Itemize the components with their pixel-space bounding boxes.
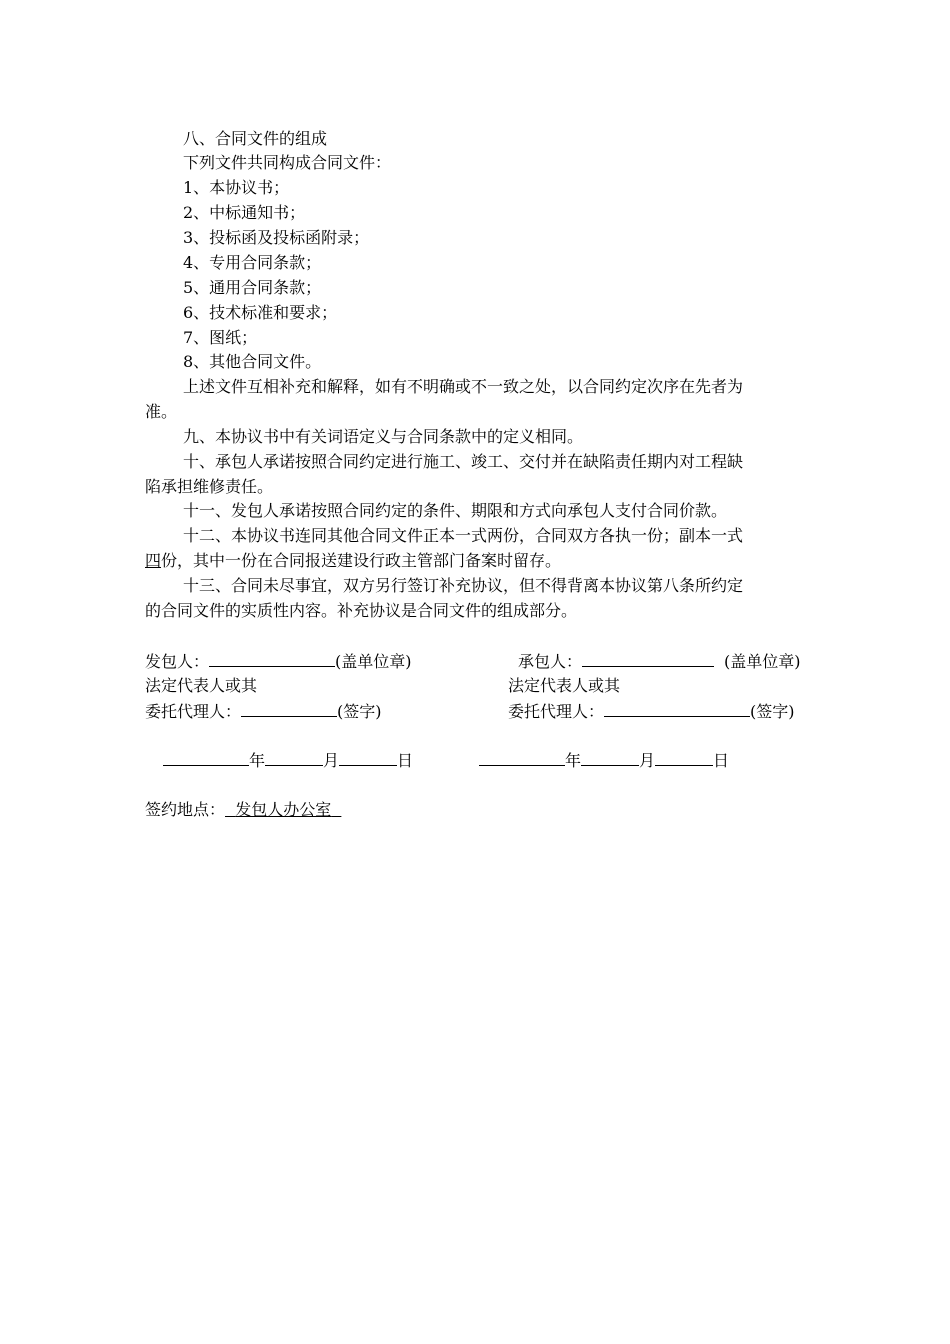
agent-label: 委托代理人： (145, 702, 242, 721)
sign-note: (签字) (337, 702, 382, 721)
month-label: 月 (639, 751, 656, 770)
section11: 十一、发包人承诺按照合同约定的条件、期限和方式向承包人支付合同价款。 (183, 501, 728, 520)
day-blank[interactable] (339, 748, 397, 766)
section8-note: 上述文件互相补充和解释，如有不明确或不一致之处，以合同约定次序在先者为 (183, 377, 744, 396)
month-label: 月 (323, 751, 340, 770)
day-label: 日 (713, 751, 730, 770)
list-item: 6、技术标准和要求； (183, 303, 338, 322)
section9: 九、本协议书中有关词语定义与合同条款中的定义相同。 (183, 427, 584, 446)
employer-agent (145, 699, 382, 723)
contractor-name-blank[interactable] (582, 649, 714, 667)
employer-date (163, 748, 413, 772)
list-item: 2、中标通知书； (183, 203, 306, 222)
copies-count: 四 (145, 551, 162, 570)
list-item: 5、通用合同条款； (183, 278, 322, 297)
section13-cont: 的合同文件的实质性内容。补充协议是合同文件的组成部分。 (145, 601, 578, 620)
section8-heading: 八、合同文件的组成 (183, 129, 328, 148)
list-item: 3、投标函及投标函附录； (183, 228, 370, 247)
list-item: 4、专用合同条款； (183, 253, 322, 272)
contractor-date (479, 748, 729, 772)
day-blank[interactable] (655, 748, 713, 766)
list-item: 8、其他合同文件。 (183, 352, 322, 371)
employer-legal-rep: 法定代表人或其 (145, 676, 258, 695)
year-label: 年 (249, 751, 266, 770)
signing-place-label: 签约地点： (145, 800, 226, 819)
contractor-agent (508, 699, 795, 723)
signing-place (145, 798, 341, 822)
section8-note-cont: 准。 (145, 402, 178, 421)
list-item: 7、图纸； (183, 328, 258, 347)
employer-name-blank[interactable] (209, 649, 335, 667)
contractor-signature (518, 649, 801, 673)
section12-cont (145, 549, 561, 573)
contractor-seal: (盖单位章) (724, 652, 801, 671)
signing-place-value: 发包人办公室 (235, 800, 332, 819)
year-blank[interactable] (163, 748, 249, 766)
year-label: 年 (565, 751, 582, 770)
employer-agent-blank[interactable] (241, 699, 337, 717)
list-item: 1、本协议书； (183, 178, 290, 197)
year-blank[interactable] (479, 748, 565, 766)
section12-rest: 份，其中一份在合同报送建设行政主管部门备案时留存。 (161, 551, 562, 570)
section12: 十二、本协议书连同其他合同文件正本一式两份，合同双方各执一份；副本一式 (183, 526, 744, 545)
contractor-legal-rep: 法定代表人或其 (508, 676, 621, 695)
section10: 十、承包人承诺按照合同约定进行施工、竣工、交付并在缺陷责任期内对工程缺 (183, 452, 744, 471)
section13: 十三、合同未尽事宜，双方另行签订补充协议，但不得背离本协议第八条所约定 (183, 576, 744, 595)
contractor-agent-blank[interactable] (604, 699, 750, 717)
section8-intro: 下列文件共同构成合同文件： (183, 153, 392, 172)
section10-cont: 陷承担维修责任。 (145, 477, 274, 496)
contractor-label: 承包人： (518, 652, 583, 671)
employer-signature (145, 649, 412, 673)
month-blank[interactable] (265, 748, 323, 766)
month-blank[interactable] (581, 748, 639, 766)
employer-seal: (盖单位章) (335, 652, 412, 671)
agent-label: 委托代理人： (508, 702, 605, 721)
day-label: 日 (397, 751, 414, 770)
sign-note: (签字) (750, 702, 795, 721)
employer-label: 发包人： (145, 652, 210, 671)
